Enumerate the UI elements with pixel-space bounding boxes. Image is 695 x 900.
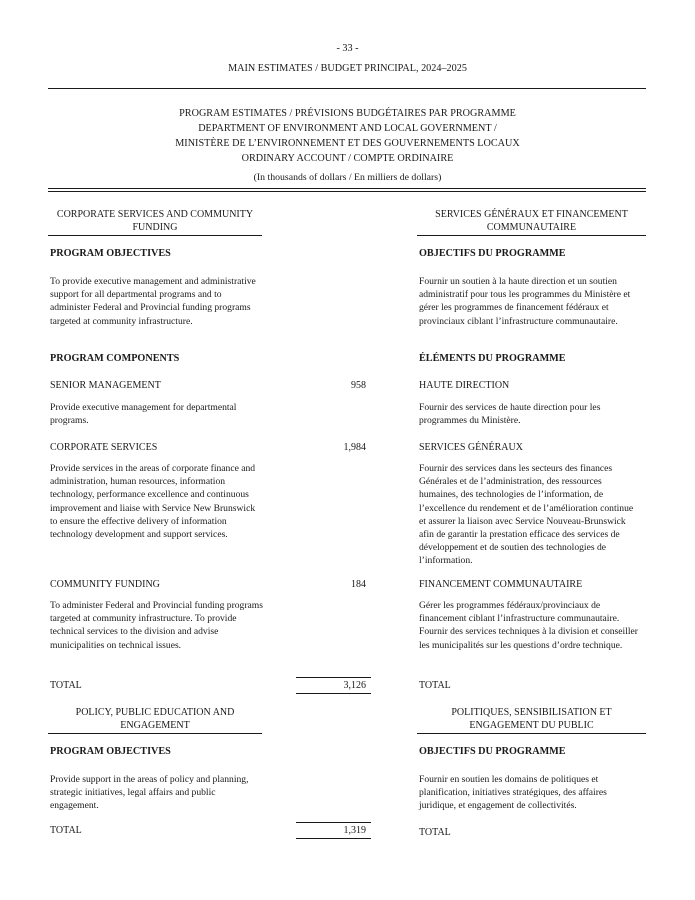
title-rule-top xyxy=(48,188,646,189)
component-amount: 1,984 xyxy=(343,442,366,453)
section1-total-label-en: TOTAL xyxy=(50,680,82,691)
section1-title-fr-rule xyxy=(417,235,646,236)
section1-title-en-rule xyxy=(48,235,262,236)
page-number: - 33 - xyxy=(336,43,359,54)
component-name-fr: HAUTE DIRECTION xyxy=(419,380,510,391)
component-name-fr: FINANCEMENT COMMUNAUTAIRE xyxy=(419,579,583,590)
component-desc-fr: Gérer les programmes fédéraux/provinciaux de financement ciblant l’infrastructure communautaire. Fournir des services techniques à la division et conseiller les municipalités sur les questions d’ordre technique. xyxy=(419,600,638,651)
component-desc-en: Provide executive management for departmental programs. xyxy=(50,402,237,427)
section2-title-fr-rule xyxy=(417,733,646,734)
section1-objectives-heading-fr: OBJECTIFS DU PROGRAMME xyxy=(419,248,566,259)
section1-total-amount: 3,126 xyxy=(343,680,366,691)
component-amount: 184 xyxy=(351,579,366,590)
title-rule-bottom xyxy=(48,191,646,192)
section2-objectives-text-en: Provide support in the areas of policy and planning, strategic initiatives, legal affairs and public engagement. xyxy=(50,774,249,812)
section2-objectives-heading-fr: OBJECTIFS DU PROGRAMME xyxy=(419,746,566,757)
title-line-4: ORDINARY ACCOUNT / COMPTE ORDINAIRE xyxy=(241,153,454,164)
component-desc-en: To administer Federal and Provincial funding programs targeted at community infrastructure. To provide technical services to the division and advise municipalities on technical issues. xyxy=(50,600,264,651)
section1-total-rule-bottom xyxy=(296,693,371,694)
section2-title-fr: POLITIQUES, SENSIBILISATION ET ENGAGEMENT DU PUBLIC xyxy=(451,707,612,731)
component-desc-fr: Fournir des services dans les secteurs des finances Générales et de l’administration, des ressources humaines, des technologies de l’information, de l’excellence du rendement et de l’amélioration continue et assurer la liaison avec Service Nouveau-Brunswick afin de garantir la prestation efficace des services de développement et de soutien des technologies de l’information. xyxy=(419,463,634,567)
section1-title-fr: SERVICES GÉNÉRAUX ET FINANCEMENT COMMUNAUTAIRE xyxy=(435,209,628,233)
section1-total-label-fr: TOTAL xyxy=(419,680,451,691)
running-header: MAIN ESTIMATES / BUDGET PRINCIPAL, 2024–2025 xyxy=(228,63,467,74)
title-line-2: DEPARTMENT OF ENVIRONMENT AND LOCAL GOVERNMENT / xyxy=(198,123,497,134)
section1-objectives-text-en: To provide executive management and administrative support for all departmental programs and to administer Federal and Provincial funding programs targeted at community infrastructure. xyxy=(50,276,256,327)
section1-title-en: CORPORATE SERVICES AND COMMUNITY FUNDING xyxy=(56,209,254,233)
component-name-en: COMMUNITY FUNDING xyxy=(50,579,160,590)
component-name-en: CORPORATE SERVICES xyxy=(50,442,158,453)
section2-total-label-en: TOTAL xyxy=(50,825,82,836)
section2-total-amount: 1,319 xyxy=(343,825,366,836)
section2-title-en: POLICY, PUBLIC EDUCATION AND ENGAGEMENT xyxy=(75,707,235,731)
section2-objectives-text-fr: Fournir en soutien les domains de politiques et planification, initiatives stratégiques, des affaires juridique, et engagement de collectivités. xyxy=(419,774,607,812)
component-desc-fr: Fournir des services de haute direction pour les programmes du Ministère. xyxy=(419,402,601,427)
header-rule xyxy=(48,88,646,89)
title-line-1: PROGRAM ESTIMATES / PRÉVISIONS BUDGÉTAIRES PAR PROGRAMME xyxy=(179,108,516,119)
section1-components-heading-fr: ÉLÉMENTS DU PROGRAMME xyxy=(419,353,566,364)
section2-total-label-fr: TOTAL xyxy=(419,827,451,838)
component-amount: 958 xyxy=(351,380,366,391)
section1-total-rule-top xyxy=(296,677,371,678)
title-line-5: (In thousands of dollars / En milliers de dollars) xyxy=(253,172,442,183)
section2-total-rule-bottom xyxy=(296,838,371,839)
section1-objectives-heading-en: PROGRAM OBJECTIVES xyxy=(50,248,171,259)
title-line-3: MINISTÈRE DE L’ENVIRONNEMENT ET DES GOUVERNEMENTS LOCAUX xyxy=(175,138,520,149)
component-name-fr: SERVICES GÉNÉRAUX xyxy=(419,442,523,453)
component-desc-en: Provide services in the areas of corporate finance and administration, human resources, information technology, performance excellence and continuous improvement and liaise with Service New Brunswick to ensure the effective delivery of information technology development and support services. xyxy=(50,463,256,541)
section1-components-heading-en: PROGRAM COMPONENTS xyxy=(50,353,180,364)
section2-total-rule-top xyxy=(296,822,371,823)
component-name-en: SENIOR MANAGEMENT xyxy=(50,380,161,391)
section1-objectives-text-fr: Fournir un soutien à la haute direction et un soutien administratif pour tous les programmes du Ministère et gérer les programmes de financement fédéraux et provinciaux ciblant l’infrastructure communautaire. xyxy=(419,276,631,327)
section2-objectives-heading-en: PROGRAM OBJECTIVES xyxy=(50,746,171,757)
section2-title-en-rule xyxy=(48,733,262,734)
